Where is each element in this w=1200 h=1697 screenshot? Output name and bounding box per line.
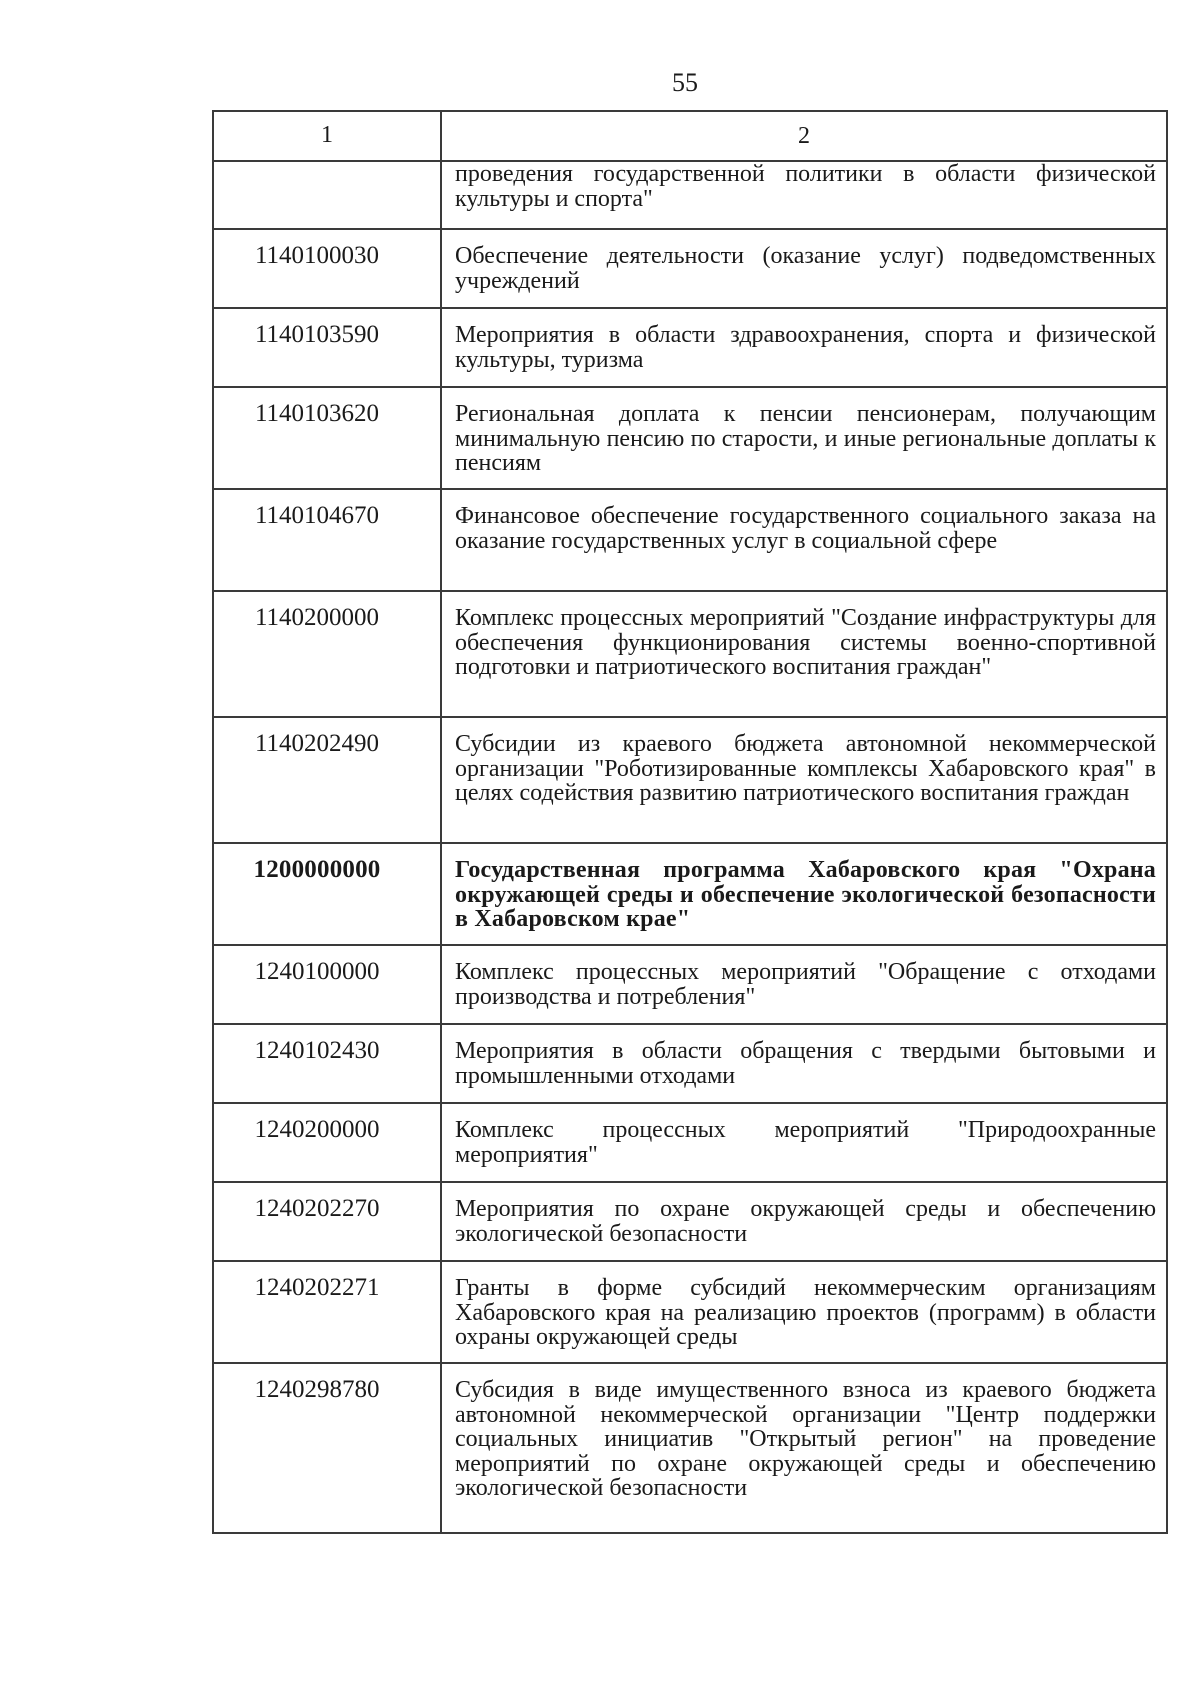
page-number: 55 <box>672 68 698 97</box>
row-code: 1140104670 <box>213 489 441 591</box>
row-text: Региональная доплата к пенсии пенсионерам, получающим минимальную пенсию по старости, и иные региональные доплаты к пенсиям <box>441 387 1167 489</box>
row-text: Комплекс процессных мероприятий "Создание инфраструктуры для обеспечения функционирования системы военно-спортивной подготовки и патриотического воспитания граждан" <box>441 591 1167 717</box>
row-code: 1240102430 <box>213 1024 441 1103</box>
table-row <box>213 1182 1167 1261</box>
row-text: Мероприятия в области здравоохранения, спорта и физической культуры, туризма <box>441 308 1167 387</box>
table-row <box>213 945 1167 1024</box>
row-code: 1240202270 <box>213 1182 441 1261</box>
column-header-code: 1 <box>213 111 441 161</box>
row-code: 1200000000 <box>213 843 441 945</box>
table-row <box>213 717 1167 843</box>
table-row <box>213 308 1167 387</box>
row-text: проведения государственной политики в области физической культуры и спорта" <box>441 161 1167 229</box>
table-row <box>213 843 1167 945</box>
table-row <box>213 161 1167 229</box>
row-text: Обеспечение деятельности (оказание услуг) подведомственных учреждений <box>441 229 1167 308</box>
row-text: Государственная программа Хабаровского края "Охрана окружающей среды и обеспечение экологической безопасности в Хабаровском крае" <box>441 843 1167 945</box>
row-text: Финансовое обеспечение государственного социального заказа на оказание государственных услуг в социальной сфере <box>441 489 1167 591</box>
row-text: Мероприятия по охране окружающей среды и обеспечению экологической безопасности <box>441 1182 1167 1261</box>
row-text: Комплекс процессных мероприятий "Природоохранные мероприятия" <box>441 1103 1167 1182</box>
row-text: Гранты в форме субсидий некоммерческим организациям Хабаровского края на реализацию проектов (программ) в области охраны окружающей среды <box>441 1261 1167 1363</box>
table-row <box>213 1024 1167 1103</box>
table-row <box>213 1363 1167 1533</box>
row-code: 1140103620 <box>213 387 441 489</box>
row-code: 1240202271 <box>213 1261 441 1363</box>
column-header-name: 2 <box>441 111 1167 161</box>
row-code: 1140202490 <box>213 717 441 843</box>
row-code <box>213 161 441 229</box>
row-code: 1240100000 <box>213 945 441 1024</box>
table-row <box>213 229 1167 308</box>
table-row <box>213 1261 1167 1363</box>
row-code: 1140100030 <box>213 229 441 308</box>
row-text: Комплекс процессных мероприятий "Обращение с отходами производства и потребления" <box>441 945 1167 1024</box>
row-text: Мероприятия в области обращения с твердыми бытовыми и промышленными отходами <box>441 1024 1167 1103</box>
row-code: 1240200000 <box>213 1103 441 1182</box>
table-header-row <box>213 111 1167 161</box>
row-code: 1140200000 <box>213 591 441 717</box>
row-text: Субсидии из краевого бюджета автономной некоммерческой организации "Роботизированные комплексы Хабаровского края" в целях содействия развитию патриотического воспитания граждан <box>441 717 1167 843</box>
table-row <box>213 1103 1167 1182</box>
row-text: Субсидия в виде имущественного взноса из краевого бюджета автономной некоммерческой организации "Центр поддержки социальных инициатив "Открытый регион" на проведение мероприятий по охране окружающей среды и обеспечению экологической безопасности <box>441 1363 1167 1533</box>
table-row <box>213 387 1167 489</box>
table-row <box>213 591 1167 717</box>
row-code: 1240298780 <box>213 1363 441 1533</box>
table-row <box>213 489 1167 591</box>
budget-classification-table <box>212 110 1168 1534</box>
row-code: 1140103590 <box>213 308 441 387</box>
